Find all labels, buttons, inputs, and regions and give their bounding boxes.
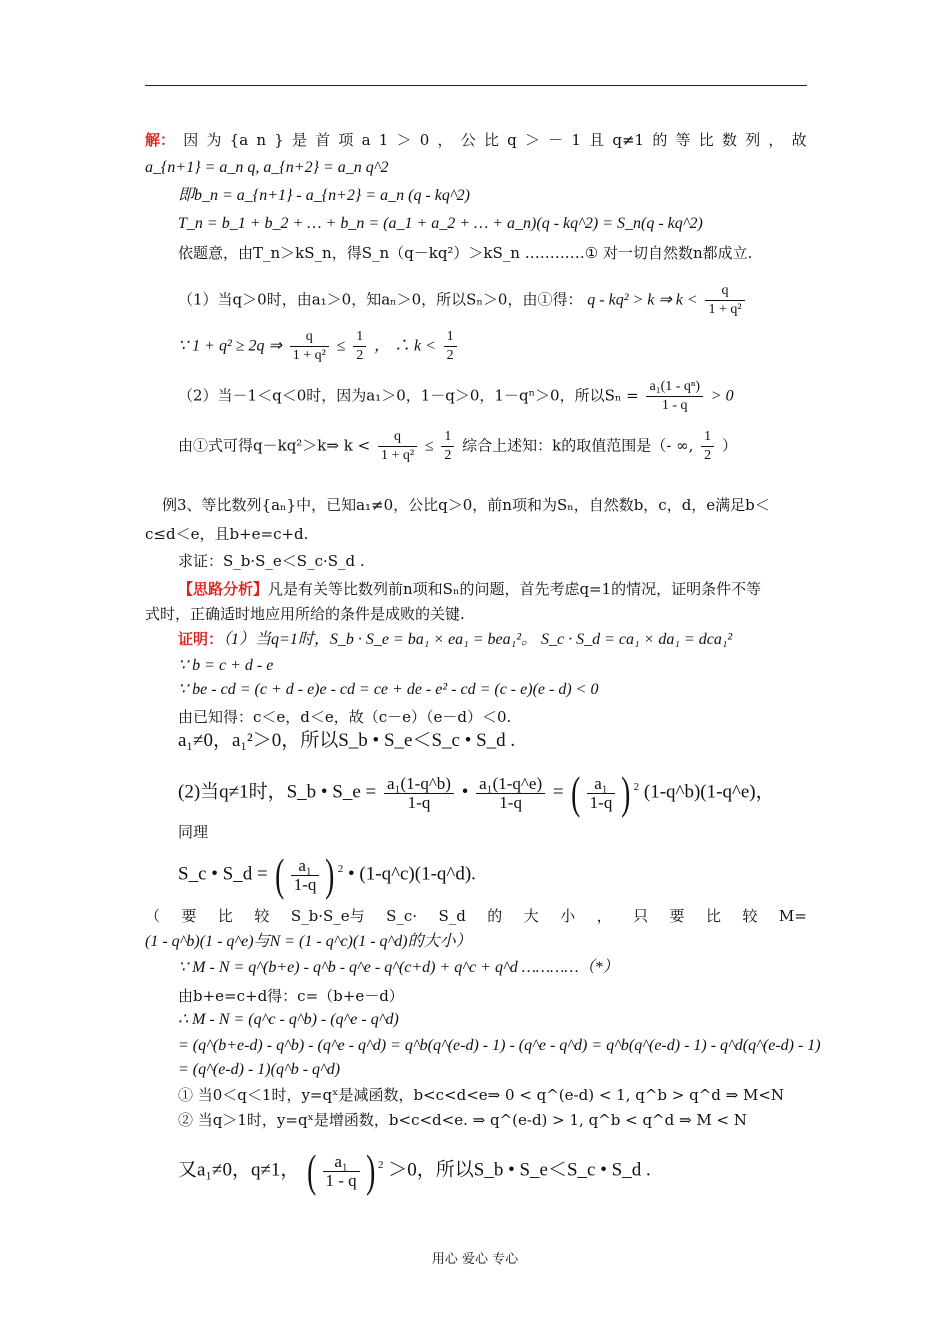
am-gm-text: ∵ 1 + q² ≥ 2q ⇒ <box>178 337 282 355</box>
frac-den: 1-q <box>407 792 431 812</box>
frac-den: 1 + q² <box>292 348 326 363</box>
right-paren: ) <box>621 767 631 818</box>
example3-line-2: c≤d＜e，且b+e=c+d. <box>145 525 309 543</box>
final-conclusion <box>178 1145 651 1196</box>
example3-line-1: 例3、等比数列{aₙ}中，已知a₁≠0，公比q＞0，前n项和为Sₙ，自然数b，c，d，e满足b＜ <box>162 496 770 514</box>
leq-sign: ≤ <box>424 437 434 455</box>
solution-line-1 <box>145 130 807 150</box>
justified-word: 数 <box>721 131 737 149</box>
justified-word: 等 <box>675 131 691 149</box>
square-exponent: 2 <box>337 863 344 876</box>
justified-word: {a <box>229 131 249 149</box>
justified-word: 且 <box>589 131 605 149</box>
frac-den: 2 <box>444 448 452 463</box>
justified-word: 0 <box>419 131 430 149</box>
proof-case1: （1）当q=1时，S_b · S_e = ba₁ × ea₁ = bea₁²。 S_c · S_d = ca₁ × da₁ = dca₁² <box>223 631 733 648</box>
sc-sd-line <box>178 849 476 900</box>
range-fraction-3 <box>701 428 714 465</box>
justified-word: 比 <box>698 131 714 149</box>
justified-word: 1 <box>571 131 581 149</box>
right-paren: ) <box>365 1145 375 1196</box>
frac-num: a₁ <box>291 857 320 876</box>
case2-line <box>178 378 734 415</box>
justified-word: q≠1 <box>612 131 645 149</box>
justified-word: S_d <box>438 907 466 925</box>
square-exponent: 2 <box>378 1159 384 1172</box>
bound-fraction-3 <box>444 328 457 365</box>
page-footer: 用心 爱心 专心 <box>431 1252 519 1267</box>
frac-num: a₁ <box>587 775 616 794</box>
justified-word: 1 <box>378 131 389 149</box>
tn-sum: T_n = b_1 + b_2 + … + b_n = (a_1 + a_2 + … + a_n)(q - kq^2) = S_n(q - kq^2) <box>178 215 703 232</box>
justified-word: 只 <box>633 907 649 925</box>
justified-word: 要 <box>669 907 685 925</box>
justified-word: 比 <box>483 131 499 149</box>
m-n-step-3: = (q^(e-d) - 1)(q^b - q^d) <box>178 1061 341 1078</box>
final-lead: 又a₁≠0，q≠1， <box>178 1159 300 1181</box>
justified-word: 比 <box>706 907 722 925</box>
justified-word: } <box>274 131 284 149</box>
square-exponent: 2 <box>633 781 640 794</box>
justified-word: M= <box>778 907 807 925</box>
leq-sign: ≤ <box>336 337 346 355</box>
frac-den: 1-q <box>589 792 613 812</box>
analysis-label: 【思路分析】 <box>178 580 269 598</box>
frac-num: a₁(1-q^e) <box>476 775 545 794</box>
justified-word: 大 <box>523 907 539 925</box>
frac-num: 1 <box>701 428 714 447</box>
left-paren: ( <box>275 849 285 900</box>
squared-fraction <box>291 857 320 894</box>
justified-word: 是 <box>291 131 307 149</box>
justified-word: 首 <box>315 131 331 149</box>
proof-known: 由已知得：c＜e，d＜e，故（c－e）（e－d）＜0. <box>178 708 512 726</box>
frac-num: a₁(1 - qⁿ) <box>646 378 703 397</box>
sb-fraction <box>384 775 454 812</box>
frac-num: q <box>378 428 417 447</box>
justified-word: 的 <box>487 907 503 925</box>
proof-case2-line <box>178 767 775 818</box>
solution-label: 解： <box>145 131 176 149</box>
case2-text: （2）当－1＜q＜0时，因为a₁＞0，1－q＞0，1－qⁿ＞0，所以Sₙ = <box>178 386 639 405</box>
m-n-step-1: ∴ M - N = (q^c - q^b) - (q^e - q^d) <box>178 1011 399 1028</box>
justified-word: ， <box>596 907 612 925</box>
final-tail: ＞0，所以S_b • S_e＜S_c • S_d . <box>388 1159 651 1181</box>
m-minus-n: ∵ M - N = q^(b+e) - q^b - q^e - q^(c+d) + q^c + q^d …………（*） <box>178 959 619 976</box>
range-conclusion: 综合上述知：k的取值范围是（- ∞, <box>462 436 694 455</box>
justified-word: n <box>256 131 267 149</box>
justified-word: 列 <box>745 131 761 149</box>
proof-label: 证明： <box>178 630 224 648</box>
bound-fraction-1 <box>290 328 329 365</box>
example3-prove: 求证：S_b·S_e＜S_c·S_d . <box>178 552 365 570</box>
analysis-line-2: 式时，正确适时地应用所给的条件是成败的关键. <box>145 605 465 623</box>
proof-line-1 <box>178 629 732 650</box>
justified-word: ＞ <box>524 131 540 149</box>
justified-word: 故 <box>791 131 807 149</box>
positive-text: > 0 <box>710 387 734 405</box>
case2-lead: (2)当q≠1时，S_b • S_e = <box>178 781 377 803</box>
justified-word: 比 <box>217 907 233 925</box>
frac-num: 1 <box>353 328 366 347</box>
frac-num: a₁ <box>323 1153 360 1172</box>
justified-word: ＞ <box>396 131 412 149</box>
condition-line: 依题意，由T_n＞kS_n，得S_n（q－kq²）＞kS_n …………① 对一切自然数n都成立. <box>178 244 753 262</box>
justified-word: a <box>361 131 371 149</box>
left-paren: ( <box>307 1145 317 1196</box>
conclusion-text: ， ∴ k < <box>373 337 436 355</box>
right-paren: ) <box>325 849 335 900</box>
case-decreasing: ① 当0＜q＜1时，y=qˣ是减函数，b<c<d<e⇒ 0 < q^(e-d) < 1, q^b > q^d ⇒ M<N <box>178 1086 785 1104</box>
analysis-line-1 <box>178 579 761 599</box>
recurrence-line: a_{n+1} = a_n q, a_{n+2} = a_n q^2 <box>145 159 389 176</box>
sn-fraction <box>646 378 703 415</box>
frac-den: 1 + q² <box>708 302 742 317</box>
se-fraction <box>476 775 545 812</box>
justified-word: S_c· <box>386 907 418 925</box>
justified-word: （ <box>145 907 161 925</box>
compare-line-2: (1 - q^b)(1 - q^e)与N = (1 - q^c)(1 - q^d)的大小） <box>145 933 472 950</box>
justified-word: 为 <box>206 131 222 149</box>
frac-num: 1 <box>444 328 457 347</box>
frac-num: 1 <box>441 428 454 447</box>
frac-num: a₁(1-q^b) <box>384 775 454 794</box>
frac-num: q <box>290 328 329 347</box>
sc-sd-product: • (1-q^c)(1-q^d). <box>348 863 476 885</box>
range-close: ） <box>721 436 737 455</box>
case-increasing: ② 当q＞1时，y=qˣ是增函数，b<c<d<e. ⇒ q^(e-d) > 1, q^b < q^d ⇒ M < N <box>178 1111 747 1129</box>
justified-word: ， <box>437 131 453 149</box>
justified-word: 公 <box>460 131 476 149</box>
case1-bound-line <box>178 328 460 365</box>
range-text: 由①式可得q－kq²＞k⇒ k < <box>178 436 371 455</box>
left-paren: ( <box>571 767 581 818</box>
bound-fraction-2 <box>353 328 366 365</box>
case1-text: （1）当q＞0时，由a₁＞0，知aₙ＞0，所以Sₙ＞0，由①得： <box>178 290 583 309</box>
compare-line <box>145 906 807 926</box>
justified-word: 较 <box>254 907 270 925</box>
justified-word: 要 <box>181 907 197 925</box>
case1-fraction <box>705 282 744 319</box>
bn-definition: 即b_n = a_{n+1} - a_{n+2} = a_n (q - kq^2) <box>178 187 470 204</box>
frac-num: q <box>705 282 744 301</box>
frac-den: 2 <box>446 348 454 363</box>
proof-b-expr: ∵ b = c + d - e <box>178 657 274 674</box>
range-fraction-1 <box>378 428 417 465</box>
frac-den: 2 <box>704 448 712 463</box>
frac-den: 1-q <box>293 874 317 894</box>
justified-word: － <box>548 131 564 149</box>
justified-word: q <box>507 131 517 149</box>
justified-word: 小 <box>560 907 576 925</box>
squared-fraction <box>323 1153 360 1190</box>
frac-den: 1 + q² <box>380 448 415 463</box>
proof-be-cd: ∵ be - cd = (c + d - e)e - cd = ce + de - e² - cd = (c - e)(e - d) < 0 <box>178 681 599 698</box>
equals: = <box>552 781 564 803</box>
justified-word: S_b·S_e与 <box>290 907 365 925</box>
frac-den: 1 - q <box>325 1170 357 1190</box>
justified-word: 的 <box>652 131 668 149</box>
justified-word: 因 <box>183 131 199 149</box>
justified-word: ， <box>768 131 784 149</box>
c-substitution: 由b+e=c+d得：c=（b+e－d） <box>178 987 404 1005</box>
m-n-step-2: = (q^(b+e-d) - q^b) - (q^e - q^d) = q^b(q^(e-d) - 1) - (q^e - q^d) = q^b(q^(e-d) - 1) - q^d(q^(e-d) - 1) <box>178 1037 821 1054</box>
sc-sd-lead: S_c • S_d = <box>178 863 268 885</box>
case2-product: (1-q^b)(1-q^e)， <box>643 781 775 803</box>
dot: • <box>461 781 469 803</box>
squared-fraction <box>587 775 616 812</box>
frac-den: 1-q <box>499 792 522 812</box>
header-rule <box>145 85 807 86</box>
justified-word: 项 <box>338 131 354 149</box>
frac-den: 2 <box>356 348 364 363</box>
analysis-text: 凡是有关等比数列前n项和Sₙ的问题，首先考虑q=1的情况，证明条件不等 <box>268 580 762 598</box>
case1-line <box>178 282 748 319</box>
range-fraction-2 <box>441 428 454 465</box>
justified-word: 较 <box>742 907 758 925</box>
range-line <box>178 428 737 465</box>
similarly-label: 同理 <box>178 823 209 841</box>
case1-inequality: q - kq² > k ⇒ k < <box>587 291 698 309</box>
frac-den: 1 - q <box>661 398 688 413</box>
proof-case1-conclusion: a₁≠0，a₁²＞0，所以S_b • S_e＜S_c • S_d . <box>178 730 516 751</box>
